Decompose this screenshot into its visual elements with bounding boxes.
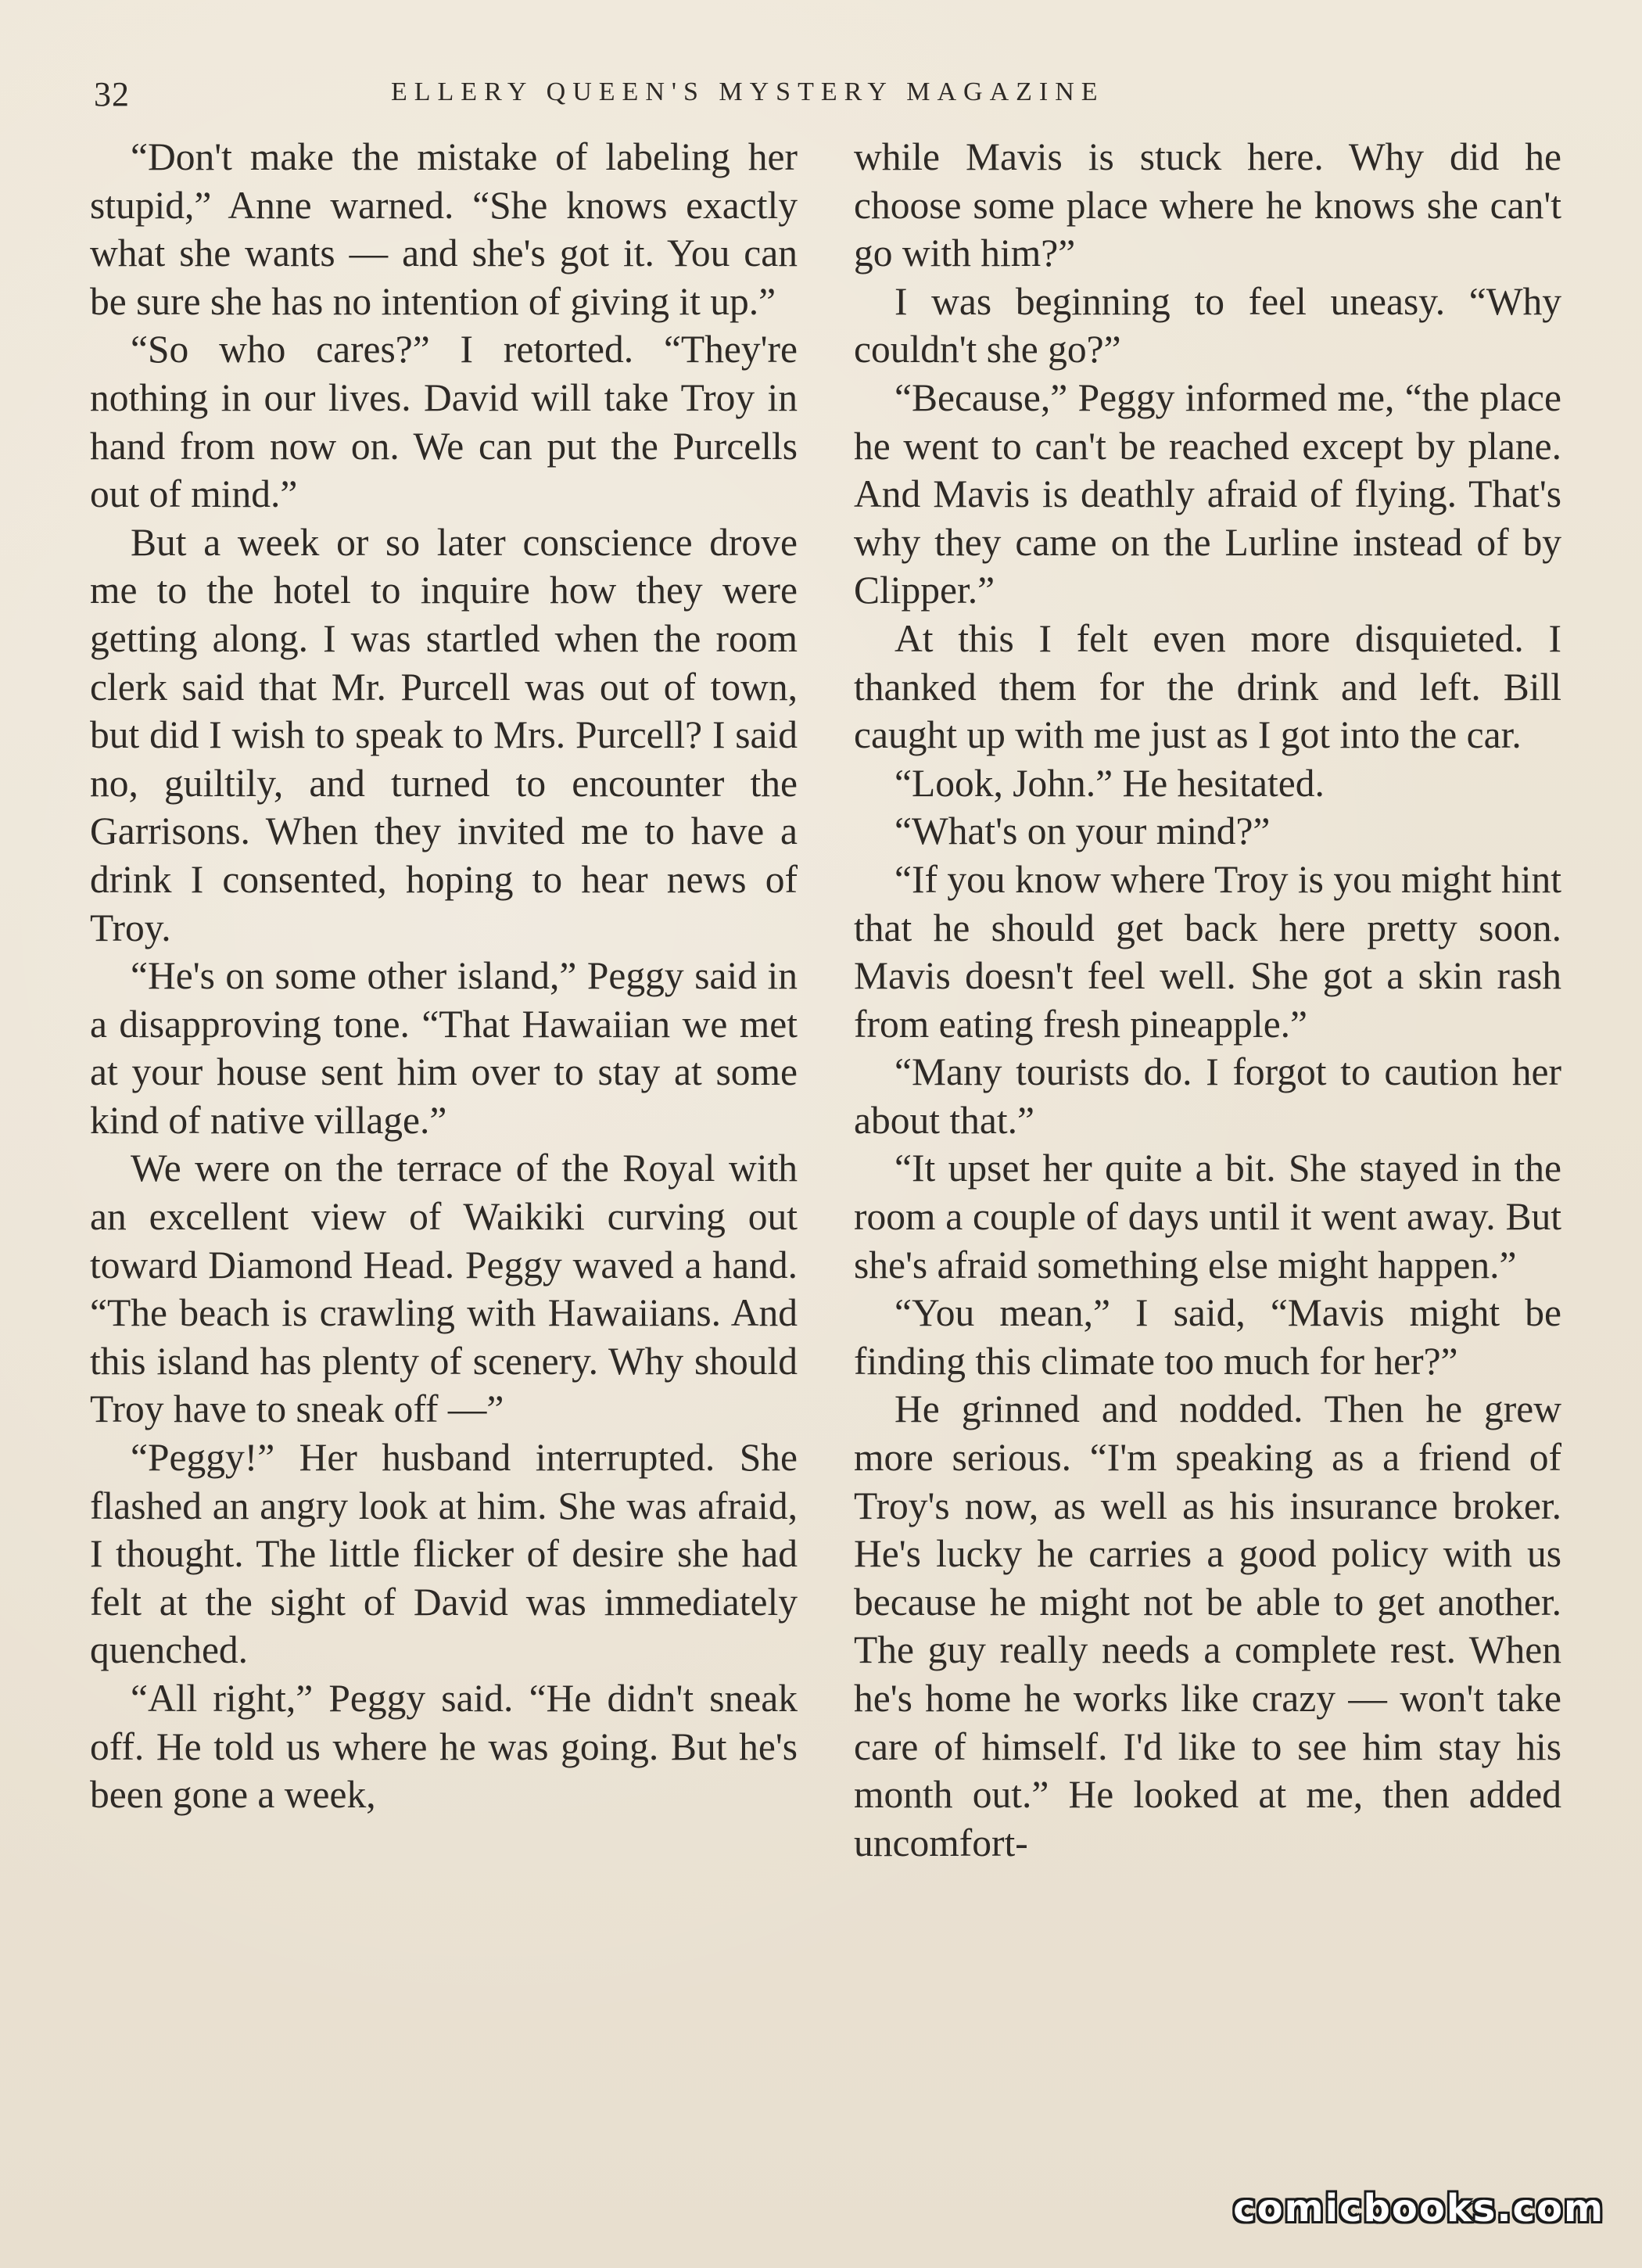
- paragraph: But a week or so later conscience drove me to the hotel to inquire how they were getting along. I was startled when the room clerk said that Mr. Purcell was out of town, but did I wish to speak to Mrs. Purcell? I said no, guiltily, and turned to encounter the Garrisons. When they invited me to have a drink I consented, hoping to hear news of Troy.: [90, 520, 798, 949]
- paragraph: while Mavis is stuck here. Why did he choose some place where he knows she can't go with him?”: [854, 135, 1561, 275]
- left-column: [90, 133, 798, 1819]
- paragraph: “So who cares?” I retorted. “They're nothing in our lives. David will take Troy in hand from now on. We can put the Purcells out of mind.”: [90, 328, 798, 516]
- paragraph: “Because,” Peggy informed me, “the place he went to can't be reached except by plane. And Mavis is deathly afraid of flying. That's why they came on the Lurline instead of by Clipper.”: [854, 375, 1561, 612]
- paragraph: “All right,” Peggy said. “He didn't sneak off. He told us where he was going. But he's been gone a week,: [90, 1677, 798, 1817]
- right-column: [854, 133, 1561, 1867]
- running-title: ELLERY QUEEN'S MYSTERY MAGAZINE: [391, 77, 1105, 106]
- paragraph: I was beginning to feel uneasy. “Why couldn't she go?”: [854, 279, 1561, 371]
- paragraph: “What's on your mind?”: [894, 809, 1271, 853]
- paragraph: “It upset her quite a bit. She stayed in the room a couple of days until it went away. But she's afraid something else might happen.”: [854, 1147, 1561, 1287]
- paragraph: We were on the terrace of the Royal with an excellent view of Waikiki curving out toward Diamond Head. Peggy waved a hand. “The beach is crawling with Hawaiians. And this island has plenty of scenery. Why should Troy have to sneak off —”: [90, 1147, 798, 1431]
- paragraph: “Don't make the mistake of labeling her stupid,” Anne warned. “She knows exactly what she wants — and she's got it. You can be sure she has no intention of giving it up.”: [90, 135, 798, 323]
- paragraph: “You mean,” I said, “Mavis might be finding this climate too much for her?”: [854, 1291, 1561, 1383]
- paragraph: He grinned and nodded. Then he grew more serious. “I'm speaking as a friend of Troy's now, as well as his insurance broker. He's lucky he carries a good policy with us because he might not be able to get another. The guy really needs a complete rest. When he's home he works like crazy — won't take care of himself. I'd like to see him stay his month out.” He looked at me, then added uncomfort-: [854, 1387, 1561, 1864]
- paragraph: “Many tourists do. I forgot to caution her about that.”: [854, 1050, 1561, 1142]
- paragraph: “He's on some other island,” Peggy said in a disapproving tone. “That Hawaiian we met at your house sent him over to stay at some kind of native village.”: [90, 954, 798, 1142]
- page-header: [94, 74, 1564, 121]
- site-watermark: comicbooks.com: [1233, 2187, 1604, 2230]
- paragraph: “Peggy!” Her husband interrupted. She flashed an angry look at him. She was afraid, I thought. The little flicker of desire she had felt at the sight of David was immediately quenched.: [90, 1436, 798, 1672]
- paragraph: “Look, John.” He hesitated.: [894, 761, 1325, 805]
- paragraph: “If you know where Troy is you might hint that he should get back here pretty soon. Mavis doesn't feel well. She got a skin rash from eating fresh pineapple.”: [854, 857, 1561, 1046]
- paragraph: At this I felt even more disquieted. I thanked them for the drink and left. Bill caught up with me just as I got into the car.: [854, 616, 1561, 757]
- page-number: 32: [94, 75, 130, 113]
